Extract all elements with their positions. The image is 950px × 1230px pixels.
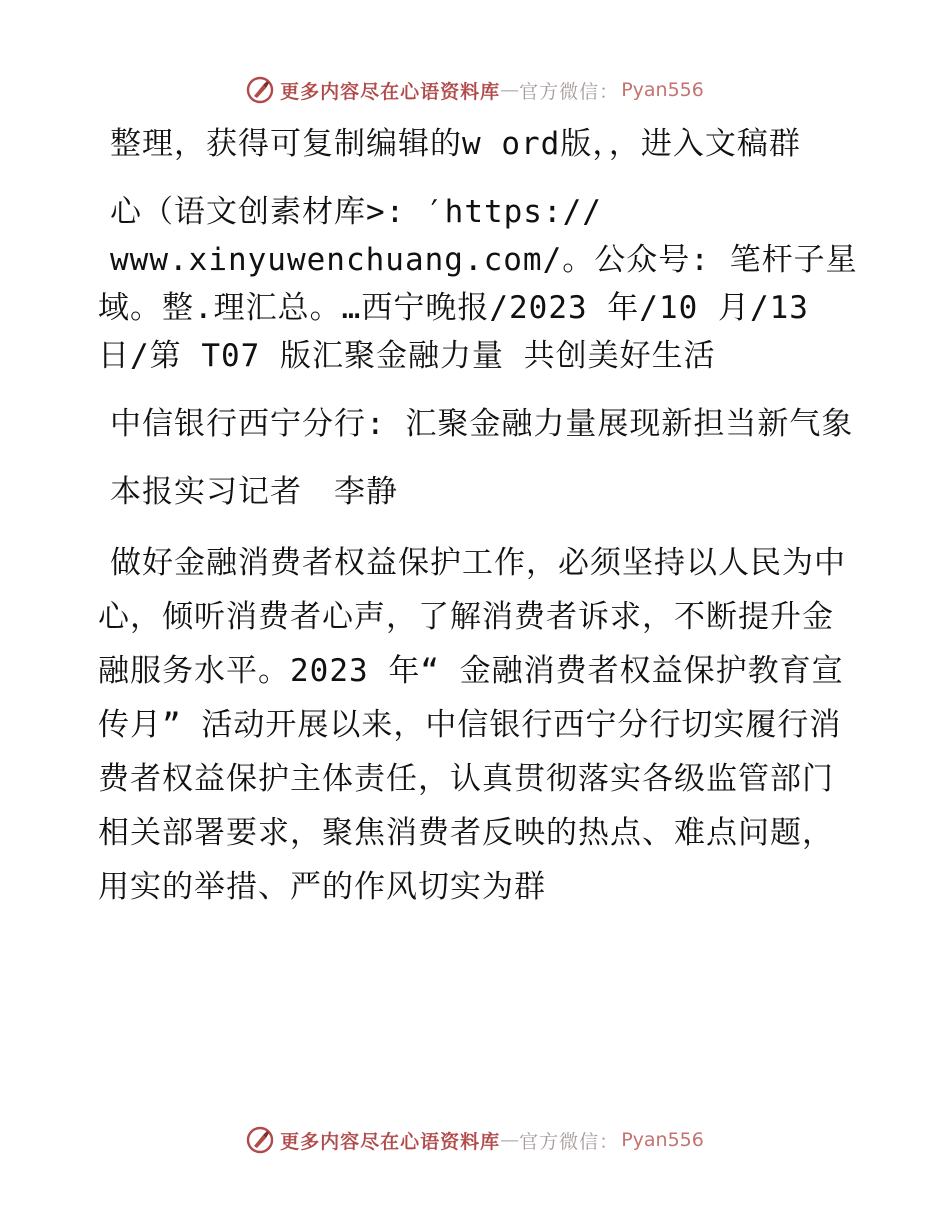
article-headline: 中信银行西宁分行: 汇聚金融力量展现新担当新气象	[110, 406, 854, 442]
watermark-main-text: 更多内容尽在心语资料库	[280, 80, 501, 103]
watermark-wechat-id: Pyan556	[621, 79, 704, 101]
paragraph-url-info: www.xinyuwenchuang.com/。公众号: 笔杆子星域。整.理汇总。…西宁晚报/2023 年/10 月/13 日/第 T07 版汇聚金融力量 共创美好生活	[98, 242, 858, 374]
document-body	[98, 120, 858, 914]
pen-nib-logo-icon	[246, 1126, 274, 1154]
paragraph-intro: 整理，获得可复制编辑的w ord版，，进入文稿群	[110, 126, 801, 162]
watermark-sub-text: 官方微信：	[519, 80, 620, 103]
watermark-main-text: 更多内容尽在心语资料库	[280, 1130, 501, 1153]
footer-watermark	[0, 1120, 950, 1160]
watermark-sub-text: 官方微信：	[519, 1130, 620, 1153]
watermark-wechat-id: Pyan556	[621, 1129, 704, 1151]
paragraph-source: 心（语文创素材库>: ′https://	[110, 194, 602, 230]
watermark-dash: —	[500, 1129, 520, 1151]
header-watermark	[0, 70, 950, 110]
pen-nib-logo-icon	[246, 76, 274, 104]
article-byline: 本报实习记者 李静	[110, 474, 398, 510]
watermark-dash: —	[500, 79, 520, 101]
article-body-paragraph: 做好金融消费者权益保护工作，必须坚持以人民为中心，倾听消费者心声，了解消费者诉求，不断提升金融服务水平。2023 年“ 金融消费者权益保护教育宣传月” 活动开展以来，中信银行西宁分行切实履行消费者权益保护主体责任，认真贯彻落实各级监管部门相关部署要求，聚焦消费者反映的热点、难点问题，用实的举措、严的作风切实为群	[98, 545, 846, 905]
